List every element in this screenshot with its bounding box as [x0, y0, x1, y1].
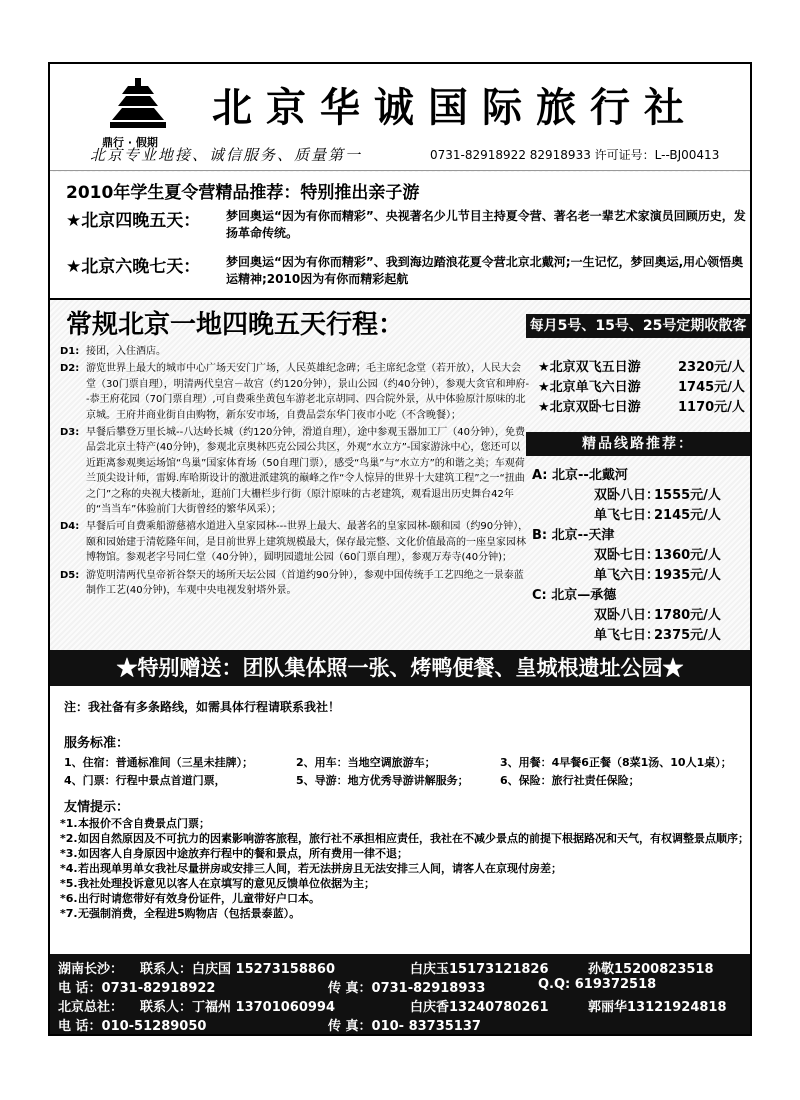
tip-item: [60, 861, 750, 876]
price-row: [538, 376, 748, 396]
camp-item-desc: 梦回奥运“因为有你而精彩”、央视著名少儿节目主持夏令营、著名老一辈艺术家演员回顾历史，发扬革命传统。: [226, 209, 746, 240]
route-option: 双卧七日：: [594, 548, 660, 563]
route-price: 1360元/人: [654, 548, 721, 563]
tip-marker: *2.: [60, 832, 78, 845]
beijing-label: 北京总社：: [58, 1000, 124, 1015]
service-item: 3、用餐：4早餐6正餐（8菜1汤、10人1桌）；: [500, 756, 732, 769]
price-list: [538, 356, 748, 416]
day-text: 接团，入住酒店。: [86, 346, 166, 357]
camp-item-desc: 梦回奥运“因为有你而精彩”、我到海边踏浪花夏令营北京北戴河;一生记忆，梦回奥运,用心领悟奥运精神;2010因为有你而精彩起航: [226, 255, 744, 286]
beijing-contact-3: 郭丽华13121924818: [588, 1000, 727, 1015]
day-text: 早餐后可自费乘船游慈禧水道进入皇家园林---世界上最大、最著名的皇家园林-颐和园（约90分钟），颐和园始建于清乾隆年间，是目前世界上建筑规模最大，保存最完整、文化价值最高的一座皇家园林博物馆。参观老字号同仁堂（40分钟），圆明园遗址公园（60门票自理），参观万寿寺(40分钟)；: [86, 521, 529, 564]
itinerary-day: [60, 568, 530, 599]
tour-name: ★北京双卧七日游: [538, 400, 641, 415]
route-option: 单飞七日：: [594, 628, 660, 643]
contact-footer: [50, 954, 750, 1034]
tip-text: 无强制消费，全程进5购物店（包括景泰蓝）。: [78, 907, 301, 920]
services-title: 服务标准：: [64, 736, 130, 751]
tip-text: 出行时请您带好有效身份证件，儿童带好户口本。: [78, 892, 320, 905]
tip-text: 本报价不含自费景点门票；: [78, 817, 210, 830]
tour-name: ★北京双飞五日游: [538, 360, 641, 375]
price-row: [538, 356, 748, 376]
day-label: D4:: [60, 521, 80, 533]
schedule-badge: 每月5号、15号、25号定期收散客: [526, 314, 750, 338]
tip-marker: *5.: [60, 877, 78, 890]
route-price: 2145元/人: [654, 508, 721, 523]
route-row: [526, 484, 750, 504]
route-note: 注：我社备有多条路线，如需具体行程请联系我社！: [64, 700, 341, 714]
tip-marker: *1.: [60, 817, 78, 830]
tip-item: [60, 891, 750, 906]
route-price: 1780元/人: [654, 608, 721, 623]
itinerary-day: [60, 344, 530, 359]
route-row: [526, 604, 750, 624]
camp-item-tag: ★北京四晚五天：: [66, 211, 201, 231]
tour-price: 1170元/人: [678, 400, 745, 415]
camp-title: 2010年学生夏令营精品推荐：特别推出亲子游: [66, 183, 420, 203]
tip-text: 若出现单男单女我社尽量拼房或安排三人间，若无法拼房且无法安排三人间，请客人在京现付房差；: [78, 862, 562, 875]
day-text: 游览明清两代皇帝祈谷祭天的场所天坛公园（首道约90分钟），参观中国传统手工艺四绝之一景泰蓝制作工艺(40分钟)，车观中央电视发射塔外景。: [86, 569, 524, 597]
tip-text: 如因自然原因及不可抗力的因素影响游客旅程，旅行社不承担相应责任，我社在不减少景点的前提下根据路况和天气，有权调整景点顺序；: [78, 832, 749, 845]
day-label: D1:: [60, 346, 80, 357]
itinerary-day: [60, 425, 530, 517]
header-phones: 0731-82918922 82918933: [430, 148, 591, 162]
route-option: 单飞六日：: [594, 568, 660, 583]
gift-banner: ★特别赠送：团队集体照一张、烤鸭便餐、皇城根遗址公园★: [50, 650, 750, 686]
quality-routes: [526, 464, 750, 644]
day-label: D3:: [60, 427, 80, 439]
tour-price: 2320元/人: [678, 360, 745, 375]
tip-text: 我社处理投诉意见以客人在京填写的意见反馈单位依据为主；: [78, 877, 375, 890]
hunan-qq: Q.Q: 619372518: [538, 977, 657, 992]
beijing-contact-2: 白庆香13240780261: [410, 1000, 549, 1015]
day-text: 游览世界上最大的城市中心广场天安门广场，人民英雄纪念碑；毛主席纪念堂（若开放），人民大会堂（30门票自理），明清两代皇宫－故宫（约120分钟），景山公园（约40分钟），参观大贪官和珅府--恭王府花园（70门票自理）,可自费乘坐黄包车游老北京胡同、四合院外景，从中体验原汁原味的北京城。王府井商业街自由购物，新东安市场，自费品尝东华门夜市小吃（不含晚餐）；: [86, 363, 530, 421]
tip-item: [60, 831, 750, 846]
route-row: [526, 624, 750, 644]
route-head: B: 北京--天津: [532, 528, 615, 543]
route-head: A: 北京--北戴河: [532, 468, 628, 483]
camp-item-tag: ★北京六晚七天：: [66, 257, 201, 277]
tip-item: [60, 816, 750, 831]
hunan-fax: 传 真：0731-82918933: [328, 981, 486, 996]
slogan: 北京专业地接、诚信服务、质量第一: [90, 146, 363, 164]
tip-item: [60, 846, 750, 861]
hunan-contact-2: 白庆玉15173121826: [410, 962, 549, 977]
hunan-contact: 联系人：白庆国 15273158860: [140, 962, 336, 977]
license-number: 许可证号：L--BJ00413: [594, 148, 720, 162]
tip-marker: *6.: [60, 892, 78, 905]
price-row: [538, 396, 748, 416]
header: [50, 64, 750, 171]
flyer-frame: [48, 62, 752, 1036]
tip-marker: *3.: [60, 847, 78, 860]
beijing-contact: 联系人：丁福州 13701060994: [140, 1000, 336, 1015]
day-text: 早餐后攀登万里长城--八达岭长城（约120分钟，滑道自理），途中参观玉器加工厂（40分钟），免费品尝北京土特产(40分钟)，参观北京奥林匹克公园公共区，外观“水立方”-国家游泳中心，您还可以近距离参观奥运场馆“鸟巢”国家体育场（50自理门票），感受“鸟巢”与“水立方”的和谐之美；车观荷兰顶尖设计师，雷姆.库哈斯设计的激进派建筑的巅峰之作“令人惊异的世界十大建筑工程”之一“扭曲之门”之称的央视大楼新址，逛前门大栅栏步行街（原汁原味的古老建筑，观看退出历史舞台42年的“当当车”体验前门大街曾经的繁华风采）；: [86, 427, 526, 516]
company-name: 北京华诚国际旅行社: [212, 84, 698, 131]
quality-routes-title: 精品线路推荐：: [526, 432, 750, 456]
itinerary-days: [60, 344, 530, 601]
route-option: 双卧八日：: [594, 488, 660, 503]
route-row: [526, 504, 750, 524]
service-item: 5、导游：地方优秀导游讲解服务；: [296, 774, 469, 787]
hunan-label: 湖南长沙：: [58, 962, 124, 977]
tour-name: ★北京单飞六日游: [538, 380, 641, 395]
route-head: C: 北京—承德: [532, 588, 617, 603]
logo-text: 鼎行 · 假期: [102, 136, 158, 149]
route-option: 双卧八日：: [594, 608, 660, 623]
hunan-phone: 电 话：0731-82918922: [58, 981, 216, 996]
beijing-phone: 电 话：010-51289050: [58, 1019, 207, 1034]
tip-item: [60, 876, 750, 891]
route-price: 1555元/人: [654, 488, 721, 503]
tip-marker: *4.: [60, 862, 78, 875]
info-section: [50, 686, 750, 954]
tips-list: [60, 816, 750, 921]
tip-item: [60, 906, 750, 921]
service-item: 2、用车：当地空调旅游车；: [296, 756, 436, 769]
temple-logo-icon: [102, 72, 174, 132]
route-price: 2375元/人: [654, 628, 721, 643]
header-contact: [430, 146, 719, 163]
summer-camp-section: [50, 172, 750, 300]
day-label: D2:: [60, 363, 80, 375]
hunan-contact-3: 孙敬15200823518: [588, 962, 714, 977]
beijing-fax: 传 真：010- 83735137: [328, 1019, 481, 1034]
tour-price: 1745元/人: [678, 380, 745, 395]
route-price: 1935元/人: [654, 568, 721, 583]
regular-itinerary-title: 常规北京一地四晚五天行程：: [66, 310, 405, 340]
service-item: 1、住宿：普通标准间（三星未挂牌）；: [64, 756, 254, 769]
tip-marker: *7.: [60, 907, 78, 920]
itinerary-day: [60, 519, 530, 565]
route-row: [526, 564, 750, 584]
route-row: [526, 544, 750, 564]
day-label: D5:: [60, 569, 80, 581]
route-option: 单飞七日：: [594, 508, 660, 523]
service-item: 4、门票：行程中景点首道门票，: [64, 774, 226, 787]
tip-text: 如因客人自身原因中途放弃行程中的餐和景点，所有费用一律不退；: [78, 847, 408, 860]
tips-title: 友情提示：: [64, 800, 130, 815]
itinerary-day: [60, 361, 530, 423]
service-item: 6、保险：旅行社责任保险；: [500, 774, 640, 787]
